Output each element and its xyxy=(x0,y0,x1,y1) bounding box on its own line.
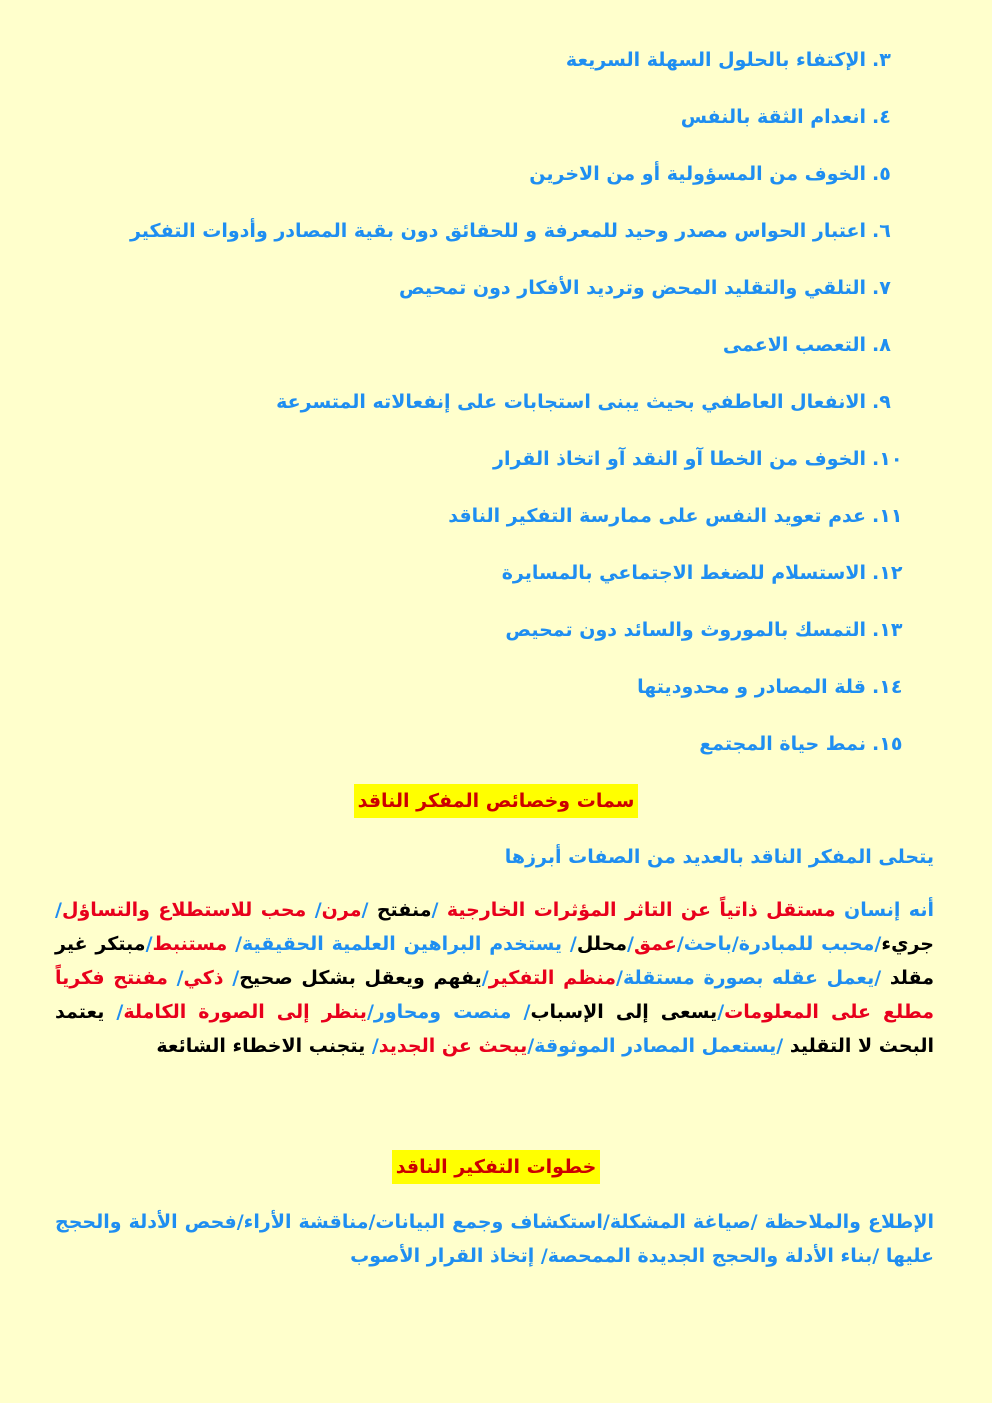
list-item xyxy=(40,439,912,496)
trait-segment: يفهم ويعقل بشكل صحيح xyxy=(239,967,482,989)
obstacles-list xyxy=(40,40,912,781)
trait-segment: /محبب للمبادرة/باحث/ xyxy=(676,933,882,955)
trait-segment: ذكي xyxy=(183,967,224,989)
list-item-text: قلة المصادر و محدوديتها xyxy=(637,676,866,698)
trait-segment: / xyxy=(145,933,153,955)
steps-heading-wrap xyxy=(0,1150,992,1184)
list-item-text: التعصب الاعمى xyxy=(722,334,866,356)
list-item-text: التلقي والتقليد المحض وترديد الأفكار دون تمحيص xyxy=(399,277,866,299)
list-item xyxy=(40,40,912,97)
trait-segment: /يعمل عقله بصورة مستقلة/ xyxy=(616,967,890,989)
list-item-text: الخوف من المسؤولية أو من الاخرين xyxy=(529,163,866,185)
list-item-number: ٣. xyxy=(872,49,891,71)
trait-segment: مستقل ذاتياً عن التاثر المؤثرات الخارجية xyxy=(446,899,836,921)
list-item-number: ٦. xyxy=(872,220,891,242)
trait-segment: مستنبط xyxy=(152,933,228,955)
trait-segment: / منصت ومحاور/ xyxy=(366,1001,531,1023)
trait-segment: مبتكر غير مقلد xyxy=(55,933,934,989)
list-item xyxy=(40,610,912,667)
list-item-number: ٨. xyxy=(872,334,891,356)
trait-segment: عمق xyxy=(634,933,677,955)
list-item-number: ١١. xyxy=(872,505,903,527)
trait-segment: /يستعمل المصادر الموثوقة/ xyxy=(527,1035,790,1057)
list-item-text: الإكتفاء بالحلول السهلة السريعة xyxy=(565,49,866,71)
list-item-number: ١٣. xyxy=(872,619,903,641)
list-item-number: ٤. xyxy=(872,106,891,128)
list-item xyxy=(40,724,912,781)
trait-segment: / xyxy=(361,899,377,921)
list-item-text: الاستسلام للضغط الاجتماعي بالمسايرة xyxy=(501,562,866,584)
trait-segment: / xyxy=(306,899,322,921)
list-item-text: الانفعال العاطفي بحيث يبنى استجابات على إنفعالاته المتسرعة xyxy=(276,391,866,413)
trait-segment: محلل xyxy=(576,933,628,955)
list-item xyxy=(40,667,912,724)
trait-segment: يتجنب الاخطاء الشائعة xyxy=(156,1035,366,1057)
list-item-text: نمط حياة المجتمع xyxy=(699,733,866,755)
list-item-text: الخوف من الخطا آو النقد آو اتخاذ القرار xyxy=(493,448,866,470)
trait-segment: / xyxy=(481,967,489,989)
list-item-text: اعتبار الحواس مصدر وحيد للمعرفة و للحقائق دون بقية المصادر وأدوات التفكير xyxy=(129,220,866,242)
list-item xyxy=(40,154,912,211)
list-item xyxy=(40,211,912,268)
steps-heading: خطوات التفكير الناقد xyxy=(392,1150,601,1184)
trait-segment: / يستخدم البراهين العلمية الحقيقية/ xyxy=(227,933,577,955)
list-item xyxy=(40,382,912,439)
list-item xyxy=(40,268,912,325)
trait-segment: / xyxy=(104,1001,124,1023)
trait-segment: يبحث عن الجديد xyxy=(378,1035,528,1057)
trait-segment: منظم التفكير xyxy=(488,967,617,989)
list-item-text: التمسك بالموروث والسائد دون تمحيص xyxy=(505,619,866,641)
trait-segment: ينظر إلى الصورة الكاملة xyxy=(123,1001,367,1023)
list-item-number: ٥. xyxy=(872,163,891,185)
list-item-number: ١٢. xyxy=(872,562,903,584)
list-item-text: انعدام الثقة بالنفس xyxy=(680,106,866,128)
traits-paragraph xyxy=(55,893,934,1063)
list-item xyxy=(40,553,912,610)
trait-segment: / xyxy=(55,899,62,921)
traits-heading: سمات وخصائص المفكر الناقد xyxy=(354,784,639,818)
list-item-number: ٧. xyxy=(872,277,891,299)
trait-segment: أنه إنسان xyxy=(835,899,934,921)
trait-segment: / xyxy=(365,1035,379,1057)
traits-intro: يتحلى المفكر الناقد بالعديد من الصفات أبرزها xyxy=(504,846,934,868)
trait-segment: جريء xyxy=(881,933,934,955)
trait-segment: يعتمد البحث لا التقليد xyxy=(55,1001,934,1057)
trait-segment: / xyxy=(717,1001,725,1023)
trait-segment: يسعى إلى الإسباب xyxy=(530,1001,718,1023)
trait-segment: / xyxy=(167,967,184,989)
trait-segment: محب للاستطلاع والتساؤل xyxy=(61,899,307,921)
list-item-text: عدم تعويد النفس على ممارسة التفكير الناقد xyxy=(448,505,866,527)
trait-segment: مرن xyxy=(321,899,362,921)
list-item xyxy=(40,496,912,553)
list-item-number: ١٤. xyxy=(872,676,903,698)
trait-segment: / xyxy=(431,899,447,921)
list-item xyxy=(40,325,912,382)
trait-segment: مفنتح فكرياً مطلع على المعلومات xyxy=(55,967,935,1023)
steps-paragraph: الإطلاع والملاحظة /صياغة المشكلة/استكشاف وجمع البيانات/مناقشة الأراء/فحص الأدلة والحجج عليها /بناء الأدلة والحجج الجديدة الممحصة/ إتخاذ القرار الأصوب xyxy=(55,1211,934,1267)
trait-segment: / xyxy=(627,933,634,955)
list-item-number: ١٥. xyxy=(872,733,903,755)
trait-segment: / xyxy=(223,967,240,989)
list-item-number: ١٠. xyxy=(872,448,903,470)
list-item-number: ٩. xyxy=(872,391,891,413)
trait-segment: منفتح xyxy=(376,899,432,921)
traits-heading-wrap xyxy=(0,784,992,818)
list-item xyxy=(40,97,912,154)
